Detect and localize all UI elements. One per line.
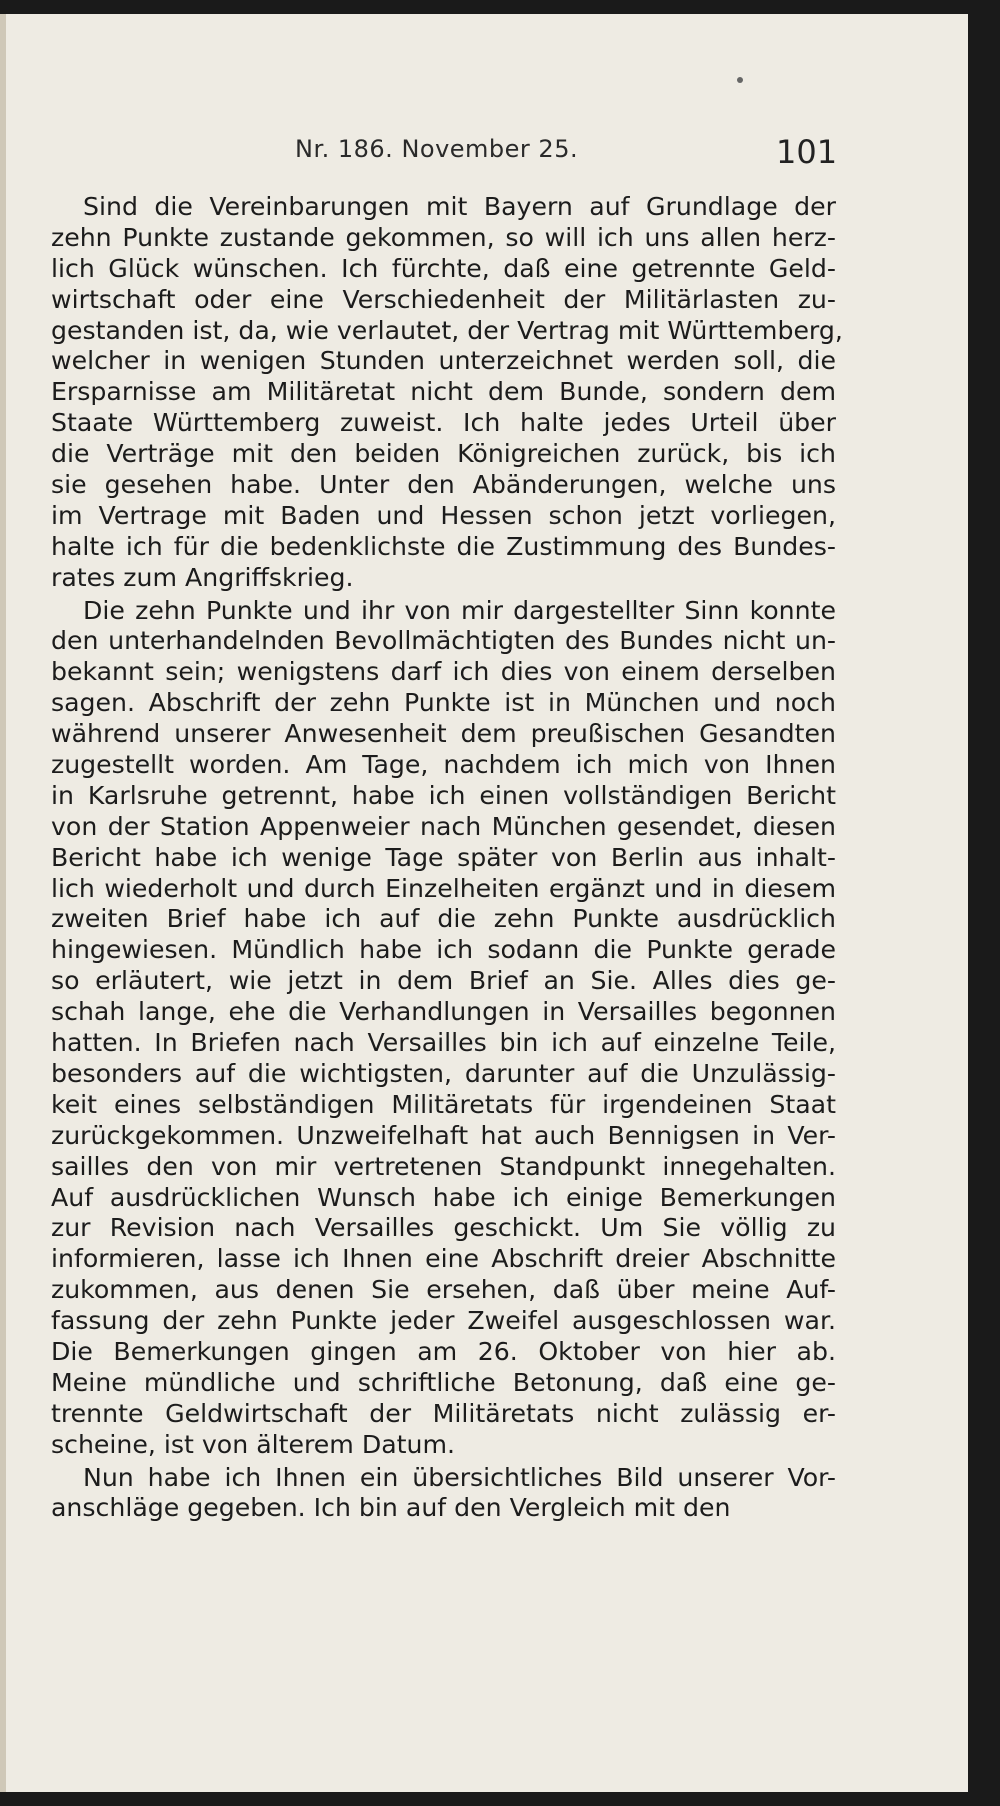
text-line: Die Bemerkungen gingen am 26. Oktober von hier ab. [51, 1336, 836, 1366]
text-line: besonders auf die wichtigsten, darunter auf die Unzulässig- [51, 1058, 836, 1088]
text-line: Staate Württemberg zuweist. Ich halte jedes Urteil über [51, 408, 836, 438]
text-line: die Verträge mit den beiden Königreichen zurück, bis ich [51, 439, 836, 469]
text-line: von der Station Appenweier nach München gesendet, diesen [51, 811, 836, 841]
text-line: während unserer Anwesenheit dem preußischen Gesandten [51, 719, 836, 749]
text-line: zur Revision nach Versailles geschickt. Um Sie völlig zu [51, 1213, 836, 1243]
text-line: welcher in wenigen Stunden unterzeichnet werden soll, die [51, 346, 836, 376]
text-line: zurückgekommen. Unzweifelhaft hat auch Bennigsen in Ver- [51, 1120, 836, 1150]
text-line: wirtschaft oder eine Verschiedenheit der Militärlasten zu- [51, 284, 836, 314]
text-line: sagen. Abschrift der zehn Punkte ist in München und noch [51, 688, 836, 718]
paragraph [51, 596, 836, 1461]
text-line: in Karlsruhe getrennt, habe ich einen vollständigen Bericht [51, 780, 836, 810]
text-line: Meine mündliche und schriftliche Betonung, daß eine ge- [51, 1367, 836, 1397]
text-line: hatten. In Briefen nach Versailles bin ich auf einzelne Teile, [51, 1028, 836, 1058]
text-line: Die zehn Punkte und ihr von mir dargestellter Sinn konnte [83, 595, 836, 625]
text-line: Sind die Vereinbarungen mit Bayern auf Grundlage der [83, 192, 836, 221]
text-line: fassung der zehn Punkte jeder Zweifel ausgeschlossen war. [51, 1306, 836, 1336]
page-number: 101 [776, 133, 838, 171]
body-text [51, 192, 843, 1524]
text-line: rates zum Angriffskrieg. [51, 562, 354, 592]
text-line: Nun habe ich Ihnen ein übersichtliches Bild unserer Vor- [83, 1462, 836, 1492]
text-line: keit eines selbständigen Militäretats für irgendeinen Staat [51, 1089, 836, 1119]
text-line: gestanden ist, da, wie verlautet, der Vertrag mit Württemberg, [51, 315, 843, 345]
text-line: zehn Punkte zustande gekommen, so will ich uns allen herz- [51, 222, 836, 252]
text-line: sie gesehen habe. Unter den Abänderungen, welche uns [51, 470, 836, 500]
paper-speck [737, 77, 743, 83]
text-line: hingewiesen. Mündlich habe ich sodann die Punkte gerade [51, 935, 836, 965]
text-line: anschläge gegeben. Ich bin auf den Vergleich mit den [51, 1493, 731, 1523]
book-page [0, 14, 968, 1792]
text-line: trennte Geldwirtschaft der Militäretats nicht zulässig er- [51, 1398, 836, 1428]
text-line: informieren, lasse ich Ihnen eine Abschrift dreier Abschnitte [51, 1244, 836, 1274]
text-line: zweiten Brief habe ich auf die zehn Punkte ausdrücklich [51, 904, 836, 934]
text-line: scheine, ist von älterem Datum. [51, 1429, 456, 1459]
text-line: Ersparnisse am Militäretat nicht dem Bunde, sondern dem [51, 377, 836, 407]
text-line: lich Glück wünschen. Ich fürchte, daß eine getrennte Geld- [51, 253, 836, 283]
page-header [6, 123, 968, 173]
text-line: halte ich für die bedenklichste die Zustimmung des Bundes- [51, 531, 836, 561]
text-line: sailles den von mir vertretenen Standpunkt innegehalten. [51, 1151, 836, 1181]
text-line: zugestellt worden. Am Tage, nachdem ich mich von Ihnen [51, 750, 836, 780]
text-line: bekannt sein; wenigstens darf ich dies von einem derselben [51, 657, 836, 687]
text-line: lich wiederholt und durch Einzelheiten ergänzt und in diesem [51, 873, 836, 903]
text-line: Auf ausdrücklichen Wunsch habe ich einige Bemerkungen [51, 1182, 836, 1212]
text-line: Bericht habe ich wenige Tage später von Berlin aus inhalt- [51, 842, 836, 872]
running-head: Nr. 186. November 25. [295, 135, 579, 163]
text-line: im Vertrage mit Baden und Hessen schon jetzt vorliegen, [51, 500, 836, 530]
paragraph [51, 192, 843, 594]
text-line: den unterhandelnden Bevollmächtigten des Bundes nicht un- [51, 626, 836, 656]
text-line: zukommen, aus denen Sie ersehen, daß über meine Auf- [51, 1275, 836, 1305]
text-line: schah lange, ehe die Verhandlungen in Versailles begonnen [51, 997, 836, 1027]
paragraph [51, 1463, 836, 1525]
text-line: so erläutert, wie jetzt in dem Brief an Sie. Alles dies ge- [51, 966, 836, 996]
